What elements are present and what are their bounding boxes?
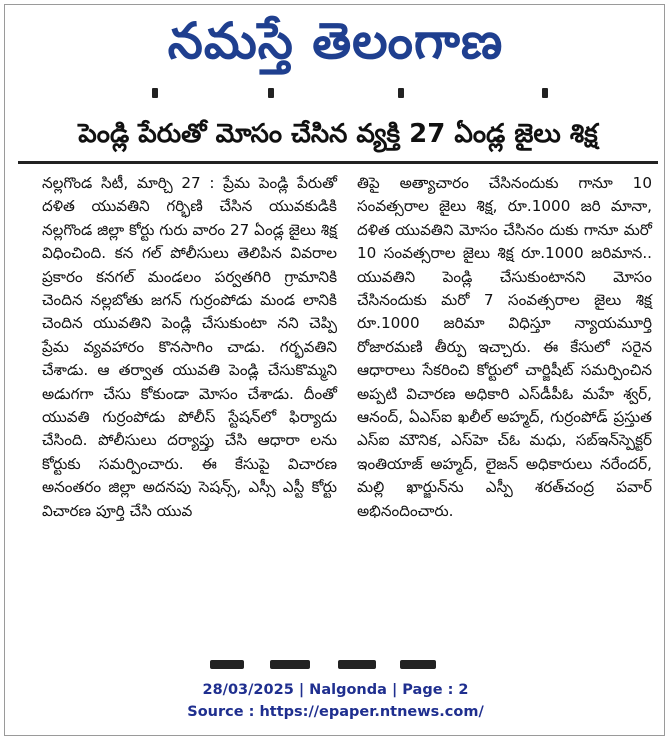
text-fragment-mark bbox=[542, 88, 548, 98]
article-column-right bbox=[357, 172, 652, 523]
text-fragment-mark bbox=[270, 660, 310, 669]
text-fragment-mark bbox=[268, 88, 274, 98]
text-fragment-mark bbox=[338, 660, 376, 669]
article-headline: పెండ్లి పేరుతో మోసం చేసిన వ్యక్తి 27 ఏండ్ల జైలు శిక్ష bbox=[18, 108, 658, 164]
cut-text-fragment-bottom bbox=[210, 660, 440, 670]
footer-source-link[interactable]: Source : https://epaper.ntnews.com/ bbox=[187, 704, 484, 720]
article-paragraph: నల్లగొండ సిటీ, మార్చి 27 : ప్రేమ పెండ్లి పేరుతో దళిత యువతిని గర్భిణి చేసిన యువకుడికి నల్లగొండ జిల్లా కోర్టు గురు వారం 27 ఏండ్ల జైలు శిక్ష విధించింది. కన గల్ పోలీసులు తెలిపిన వివరాల ప్రకారం కనగల్ మండలం పర్వతగిరి గ్రామానికి చెందిన నల్లబోతు జగన్ గుర్రంపోడు మండ లానికి చెందిన యువతిని పెండ్లి చేసుకుంటా నని చెప్పి ప్రేమ వ్యవహారం కొనసాగిం చాడు. గర్భవతిని చేశాడు. ఆ తర్వాత యువతి పెండ్లి చేసుకొమ్మని అడుగగా చేసు కోకుండా మోసం చేశాడు. దీంతో యువతి గుర్రంపోడు పోలీస్ స్టేషన్‌లో ఫిర్యాదు చేసింది. పోలీసులు దర్యాప్తు చేసి ఆధారా లను కోర్టుకు సమర్పించారు. ఈ కేసుపై విచారణ అనంతరం జిల్లా అదనపు సెషన్స్, ఎస్సీ ఎస్టీ కోర్టు విచారణ పూర్తి చేసి యువ bbox=[42, 174, 337, 520]
text-fragment-mark bbox=[398, 88, 404, 98]
text-fragment-mark bbox=[400, 660, 436, 669]
cut-text-fragment-top bbox=[140, 88, 560, 100]
article-column-left bbox=[42, 172, 337, 523]
text-fragment-mark bbox=[152, 88, 158, 98]
footer-date-edition-page: 28/03/2025 | Nalgonda | Page : 2 bbox=[202, 682, 469, 698]
newspaper-masthead: నమస్తే తెలంగాణ bbox=[167, 12, 504, 70]
text-fragment-mark bbox=[210, 660, 244, 669]
article-paragraph: తిపై అత్యాచారం చేసినందుకు గానూ 10 సంవత్సరాల జైలు శిక్ష, రూ.1000 జరి మానా, దళిత యువతిని మోసం చేసినం దుకు గానూ మరో 10 సంవత్సరాల జైలు శిక్ష రూ.1000 జరిమాన.. యువతిని పెండ్లి చేసుకుంటానని మోసం చేసినందుకు మరో 7 సంవత్సరాల జైలు శిక్ష రూ.1000 జరిమా విధిస్తూ న్యాయమూర్తి రోజారమణి తీర్పు ఇచ్చారు. ఈ కేసులో సరైన ఆధారాలు సేకరించి కోర్టులో చార్జిషీట్ సమర్పించిన అప్పటి విచారణ అధికారి ఎస్‌డీపీఓ మహే శ్వర్, ఆనంద్, ఏఎస్‌ఐ ఖలీల్ అహ్మద్, గుర్రంపోడ్ ప్రస్తుత ఎస్ఐ మౌనిక, ఎస్‌హె చ్‌ఓ మధు, సబ్‌ఇన్‌స్పెక్టర్ ఇంతియాజ్ అహ్మద్, లైజన్ అధికారులు నరేందర్, మల్లి ఖార్జున్‌ను ఎస్పీ శరత్‌చంద్ర పవార్ అభినందించారు. bbox=[357, 174, 652, 520]
